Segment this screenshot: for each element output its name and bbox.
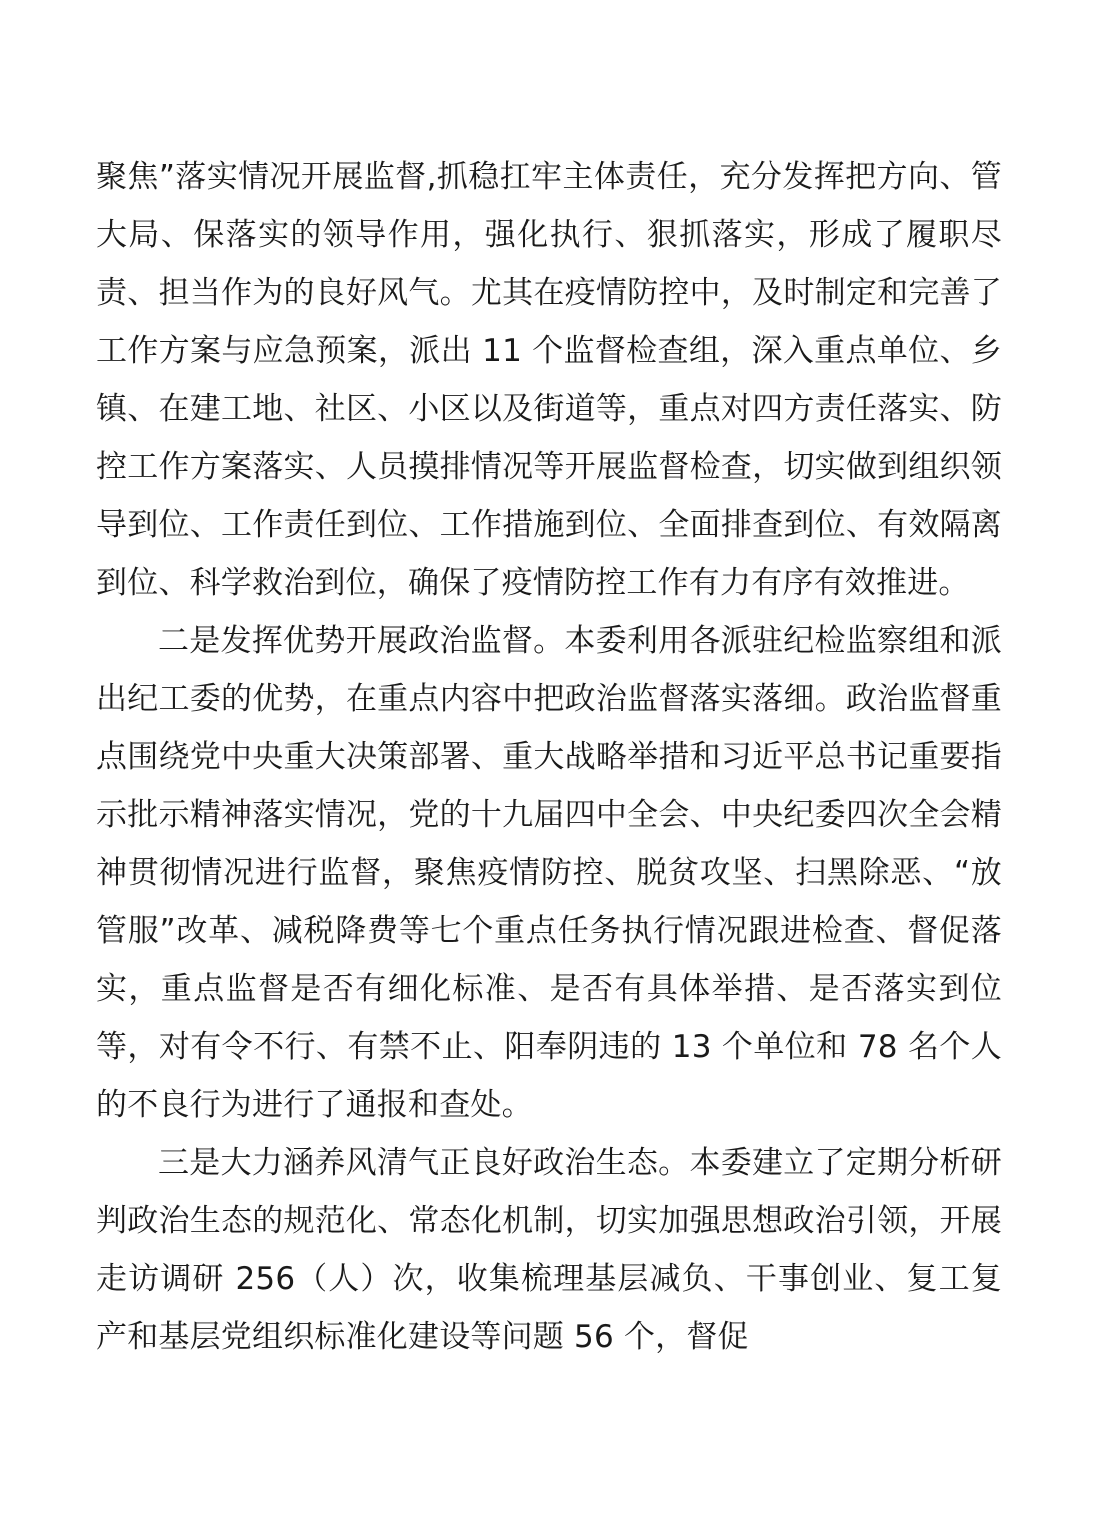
paragraph-1: 聚焦”落实情况开展监督,抓稳扛牢主体责任，充分发挥把方向、管大局、保落实的领导作用，强化执行、狠抓落实，形成了履职尽责、担当作为的良好风气。尤其在疫情防控中，及时制定和完善了工作方案与应急预案，派出 11 个监督检查组，深入重点单位、乡镇、在建工地、社区、小区以及街道等，重点对四方责任落实、防控工作方案落实、人员摸排情况等开展监督检查，切实做到组织领导到位、工作责任到位、工作措施到位、全面排查到位、有效隔离到位、科学救治到位，确保了疫情防控工作有力有序有效推进。 [96,159,1002,601]
document-body [96,148,1002,1366]
paragraph-2: 二是发挥优势开展政治监督。本委利用各派驻纪检监察组和派出纪工委的优势，在重点内容中把政治监督落实落细。政治监督重点围绕党中央重大决策部署、重大战略举措和习近平总书记重要指示批示精神落实情况，党的十九届四中全会、中央纪委四次全会精神贯彻情况进行监督，聚焦疫情防控、脱贫攻坚、扫黑除恶、“放管服”改革、减税降费等七个重点任务执行情况跟进检查、督促落实，重点监督是否有细化标准、是否有具体举措、是否落实到位等，对有令不行、有禁不止、阳奉阴违的 13 个单位和 78 名个人的不良行为进行了通报和查处。 [96,623,1002,1123]
paragraph-3: 三是大力涵养风清气正良好政治生态。本委建立了定期分析研判政治生态的规范化、常态化机制，切实加强思想政治引领，开展走访调研 256（人）次，收集梳理基层减负、干事创业、复工复产和基层党组织标准化建设等问题 56 个，督促 [96,1145,1002,1355]
